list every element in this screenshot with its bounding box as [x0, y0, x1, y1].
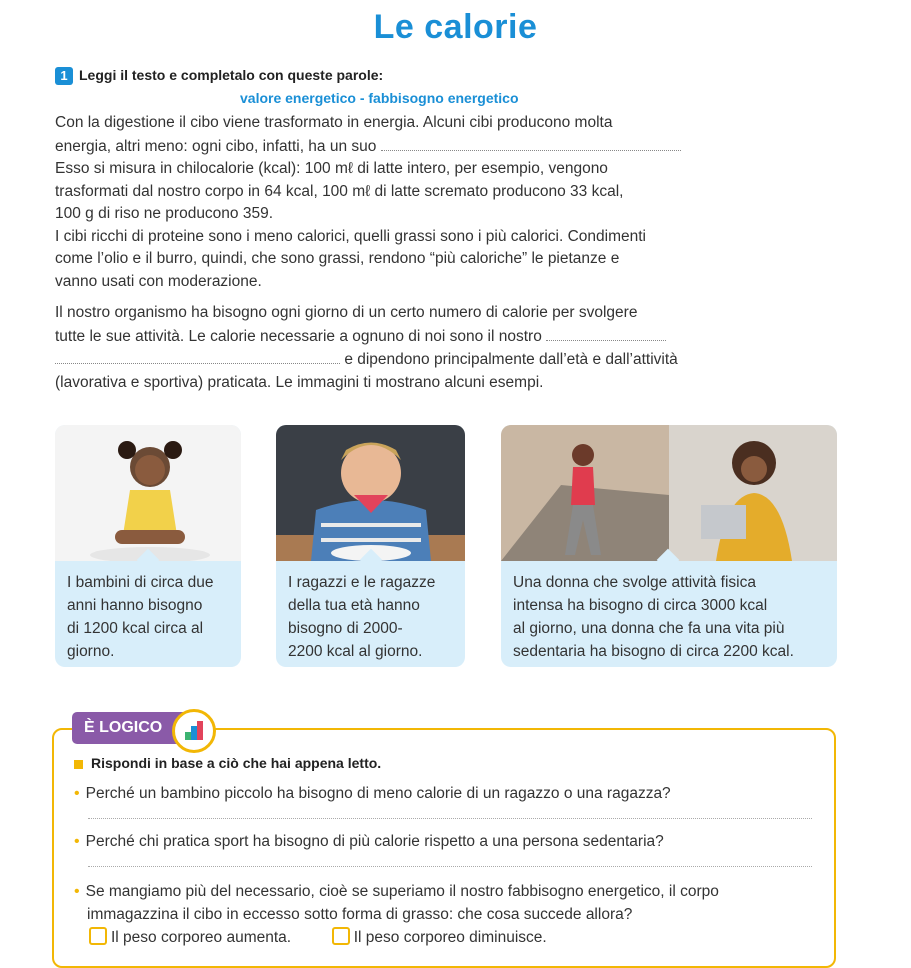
bullet-icon: • — [74, 833, 80, 850]
exercise-header — [55, 67, 383, 85]
text-line: Esso si misura in chilocalorie (kcal): 100 mℓ di latte intero, per esempio, vengono — [55, 160, 608, 177]
option-decrease-checkbox[interactable] — [332, 927, 350, 945]
text-line: Il nostro organismo ha bisogno ogni giorno di un certo numero di calorie per svolgere — [55, 304, 638, 321]
question-2: • Perché chi pratica sport ha bisogno di più calorie rispetto a una persona sedentaria? — [74, 833, 664, 850]
answer-line-1[interactable] — [88, 818, 812, 819]
square-bullet-icon — [74, 760, 83, 769]
paragraph-1 — [55, 112, 725, 293]
fill-blank-2b[interactable] — [55, 348, 340, 364]
bullet-icon: • — [74, 785, 80, 802]
card-caption: I ragazzi e le ragazze della tua età hanno bisogno di 2000- 2200 kcal al giorno. — [288, 574, 436, 660]
exercise-number: 1 — [55, 67, 73, 85]
puzzle-icon — [172, 709, 216, 753]
text-line: (lavorativa e sportiva) praticata. Le immagini ti mostrano alcuni esempi. — [55, 373, 544, 391]
logic-instruction: Rispondi in base a ciò che hai appena letto. — [74, 755, 381, 771]
question-3: • Se mangiamo più del necessario, cioè se superiamo il nostro fabbisogno energetico, il corpo immagazzina il cibo in eccesso sotto forma di grasso: che cosa succede allora? Il peso corporeo aumenta. Il peso corporeo diminuisce. — [74, 883, 719, 946]
fill-blank-2a[interactable] — [546, 325, 666, 341]
text-line: come l’olio e il burro, quindi, che sono grassi, rendono “più caloriche” le pietanze e — [55, 250, 620, 267]
text-line: energia, altri meno: ogni cibo, infatti, ha un suo — [55, 135, 725, 159]
exercise-word-bank: valore energetico - fabbisogno energetico — [240, 90, 519, 106]
text-line: e dipendono principalmente dall’età e dall’attività — [55, 348, 725, 372]
paragraph-2 — [55, 302, 725, 394]
option-increase-checkbox[interactable] — [89, 927, 107, 945]
text-line: vanno usati con moderazione. — [55, 272, 262, 290]
fill-blank-1[interactable] — [381, 135, 681, 151]
text-line: 100 g di riso ne producono 359. — [55, 205, 274, 222]
women-photo — [501, 425, 837, 561]
text-line: Con la digestione il cibo viene trasformato in energia. Alcuni cibi producono molta — [55, 114, 613, 131]
option-increase-label: Il peso corporeo aumenta. — [111, 929, 292, 946]
boy-photo — [276, 425, 465, 561]
text-line: tutte le sue attività. Le calorie necessarie a ognuno di noi sono il nostro — [55, 325, 725, 349]
card-boy — [276, 425, 465, 667]
page-title: Le calorie — [373, 8, 538, 46]
bullet-icon: • — [74, 883, 80, 900]
answer-line-2[interactable] — [88, 866, 812, 867]
exercise-instruction: Leggi il testo e completalo con queste parole: — [79, 67, 384, 83]
card-caption: Una donna che svolge attività fisica intensa ha bisogno di circa 3000 kcal al giorno, una donna che fa una vita più sedentaria ha bisogno di circa 2200 kcal. — [513, 574, 794, 660]
text-line: I cibi ricchi di proteine sono i meno calorici, quelli grassi sono i più calorici. Condimenti — [55, 227, 646, 245]
card-women — [501, 425, 837, 667]
text-line: trasformati dal nostro corpo in 64 kcal, 100 mℓ di latte scremato producono 33 kcal, — [55, 182, 624, 200]
question-1: • Perché un bambino piccolo ha bisogno di meno calorie di un ragazzo o una ragazza? — [74, 785, 671, 802]
toddler-photo — [55, 425, 241, 561]
logic-tag: È LOGICO — [72, 712, 202, 744]
card-toddler — [55, 425, 241, 667]
card-caption: I bambini di circa due anni hanno bisogno di 1200 kcal circa al giorno. — [67, 574, 214, 660]
option-decrease-label: Il peso corporeo diminuisce. — [353, 929, 547, 946]
